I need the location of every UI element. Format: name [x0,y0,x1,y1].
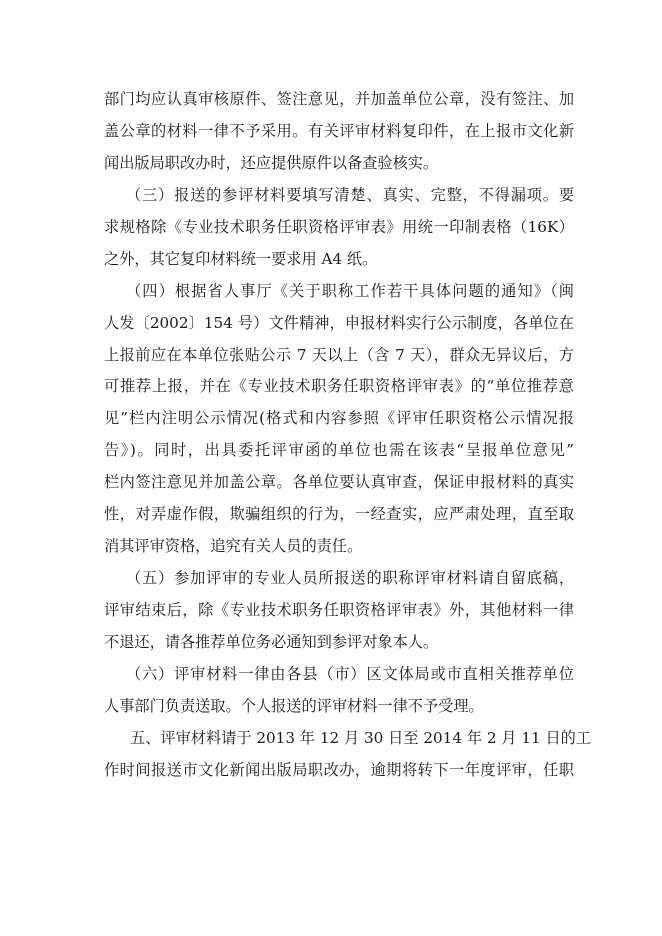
text-line: 上报前应在本单位张贴公示 7 天以上（含 7 天），群众无异议后，方 [104,345,574,364]
text-line: 评审结束后，除《专业技术职务任职资格评审表》外，其他材料一律 [104,601,574,619]
text-line: 人事部门负责送取。个人报送的评审材料一律不予受理。 [104,696,484,715]
section-5-first-line: 五、评审材料请于 2013 年 12 月 30 日至 2014 年 2 月 11 日的工 [130,728,592,747]
text-line: 求规格除《专业技术职务任职资格评审表》用统一印制表格（16K） [104,217,574,236]
text-line: 见”栏内注明公示情况(格式和内容参照《评审任职资格公示情况报 [104,409,574,428]
text-line: 之外，其它复印材料统一要求用 A4 纸。 [104,249,378,268]
document-body [104,84,592,787]
paragraph-5-first-line: （五）参加评审的专业人员所报送的职称评审材料请自留底稿， [126,569,574,588]
text-line: 人发〔2002〕154 号）文件精神，申报材料实行公示制度，各单位在 [104,313,574,332]
text-line: 可推荐上报，并在《专业技术职务任职资格评审表》的“单位推荐意 [104,377,574,396]
paragraph-6-first-line: （六）评审材料一律由各县（市）区文体局或市直相关推荐单位 [126,664,574,683]
text-line: 性，对弄虚作假，欺骗组织的行为，一经查实，应严肃处理，直至取 [104,505,574,524]
text-line: 部门均应认真审核原件、签注意见，并加盖单位公章，没有签注、加 [104,90,574,108]
text-line: 闻出版局职改办时，还应提供原件以备查验核实。 [104,153,439,172]
paragraph-4-first-line: （四）根据省人事厅《关于职称工作若干具体问题的通知》（闽 [126,281,574,300]
text-line: 消其评审资格，追究有关人员的责任。 [104,537,363,556]
text-line: 不退还，请各推荐单位务必通知到参评对象本人。 [104,632,439,651]
text-line: 作时间报送市文化新闻出版局职改办，逾期将转下一年度评审，任职 [104,760,574,779]
text-line: 栏内签注意见并加盖公章。各单位要认真审查，保证申报材料的真实 [104,473,574,492]
text-line: 盖公章的材料一律不予采用。有关评审材料复印件，在上报市文化新 [104,121,574,140]
paragraph-3-first-line: （三）报送的参评材料要填写清楚、真实、完整，不得漏项。要 [126,185,574,204]
text-line: 告》)。同时，出具委托评审函的单位也需在该表“呈报单位意见” [104,441,574,460]
